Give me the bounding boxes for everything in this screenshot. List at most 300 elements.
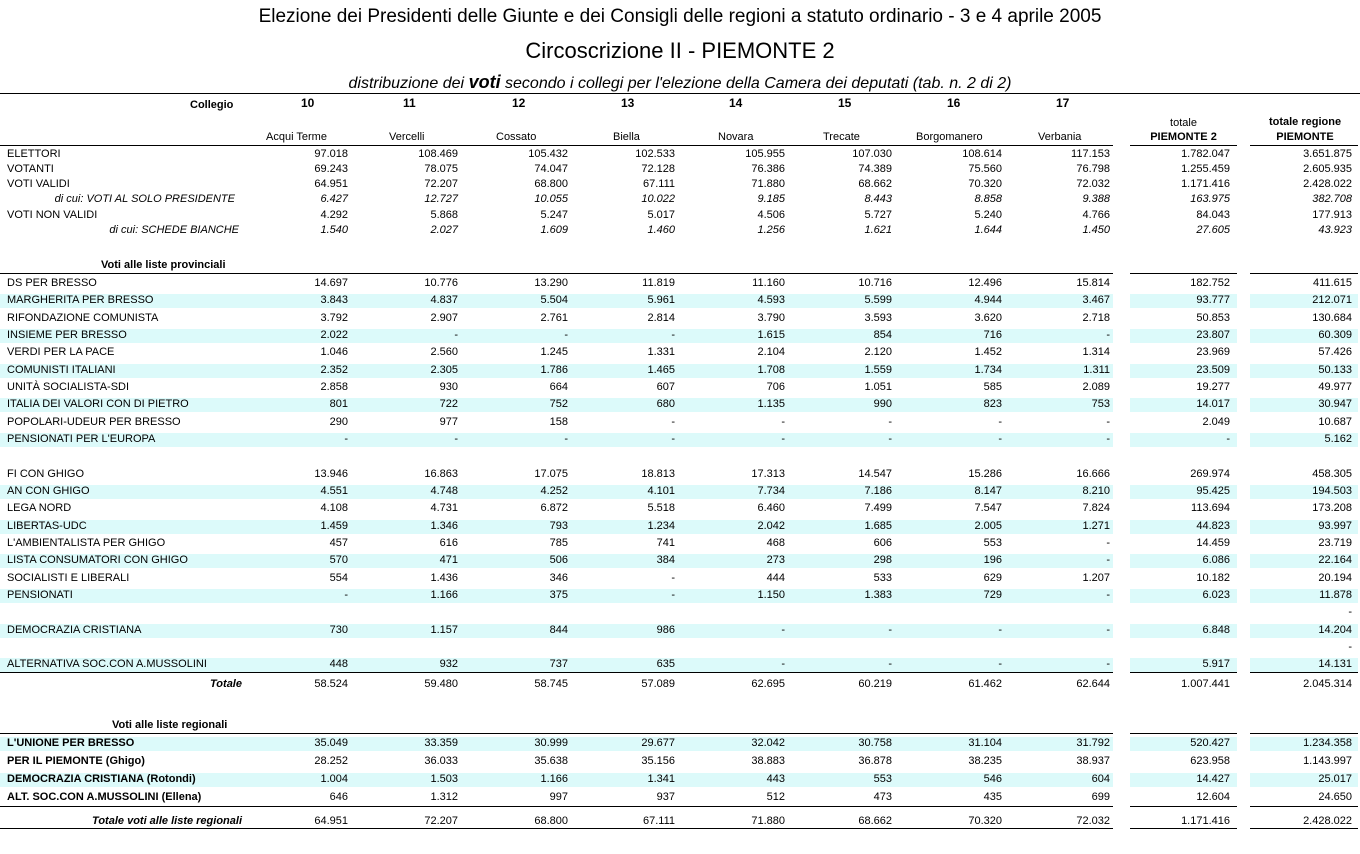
table-cell: 7.547 — [974, 502, 1002, 514]
section-title-regional: Voti alle liste regionali — [112, 719, 228, 731]
table-cell: 646 — [329, 791, 348, 803]
collegio-name: Acqui Terme — [266, 131, 327, 143]
collegio-number: 15 — [838, 96, 852, 110]
table-cell: - — [1106, 624, 1110, 636]
table-cell: 554 — [329, 572, 348, 584]
row-label: PER IL PIEMONTE (Ghigo) — [7, 755, 145, 767]
table-cell: 14.017 — [1196, 398, 1230, 410]
table-cell: 5.727 — [864, 209, 892, 221]
table-cell: 6.872 — [540, 502, 568, 514]
divider — [0, 806, 1113, 807]
row-label: VOTI VALIDI — [7, 178, 70, 190]
table-cell: 23.969 — [1196, 346, 1230, 358]
table-cell: 741 — [656, 537, 675, 549]
table-cell: 986 — [656, 624, 675, 636]
table-cell: 997 — [549, 791, 568, 803]
table-cell: 108.469 — [418, 148, 458, 160]
table-cell: 10.716 — [858, 277, 892, 289]
table-cell: 1.734 — [974, 364, 1002, 376]
table-cell: 32.042 — [751, 737, 785, 749]
divider — [1130, 806, 1237, 807]
table-cell: 4.766 — [1082, 209, 1110, 221]
table-cell: 117.153 — [1071, 148, 1110, 160]
divider — [0, 273, 1113, 274]
table-cell: 1.459 — [320, 520, 348, 532]
table-cell: 269.974 — [1190, 468, 1230, 480]
region-header-line1: totale regione — [1268, 116, 1342, 128]
table-cell: 64.951 — [314, 815, 348, 827]
table-cell: 130.684 — [1312, 312, 1352, 324]
collegio-name: Novara — [718, 131, 754, 143]
table-cell: 23.807 — [1196, 329, 1230, 341]
divider — [1250, 672, 1358, 673]
table-cell: 97.018 — [314, 148, 348, 160]
table-cell: 1.452 — [974, 346, 1002, 358]
table-cell: 2.005 — [974, 520, 1002, 532]
table-cell: 664 — [549, 381, 568, 393]
table-cell: 67.111 — [642, 815, 675, 827]
table-cell: 606 — [873, 537, 892, 549]
row-label: AN CON GHIGO — [7, 485, 90, 497]
table-cell: - — [1106, 658, 1110, 670]
table-cell: 12.604 — [1196, 791, 1230, 803]
table-cell: 70.320 — [968, 178, 1002, 190]
table-cell: 194.503 — [1312, 485, 1352, 497]
table-cell: 411.615 — [1313, 277, 1352, 289]
table-cell: 2.560 — [430, 346, 458, 358]
table-cell: 1.312 — [430, 791, 458, 803]
table-cell: 1.166 — [430, 589, 458, 601]
caption-part-a: distribuzione dei — [348, 75, 469, 92]
table-cell: 384 — [656, 554, 675, 566]
table-cell: 2.428.022 — [1303, 815, 1352, 827]
table-cell: - — [671, 433, 675, 445]
table-cell: 1.346 — [430, 520, 458, 532]
table-cell: 74.047 — [534, 163, 568, 175]
table-cell: 1.051 — [864, 381, 892, 393]
table-cell: 23.509 — [1196, 364, 1230, 376]
table-cell: 435 — [983, 791, 1002, 803]
divider — [1130, 733, 1237, 734]
table-cell: 18.813 — [641, 468, 675, 480]
table-cell: 2.305 — [430, 364, 458, 376]
table-cell: 604 — [1091, 773, 1110, 785]
table-cell: 68.662 — [858, 815, 892, 827]
table-cell: - — [1106, 433, 1110, 445]
table-cell: 72.207 — [424, 815, 458, 827]
divider — [1250, 273, 1358, 274]
table-cell: 24.650 — [1318, 791, 1352, 803]
table-cell: 937 — [656, 791, 675, 803]
collegio-name: Borgomanero — [916, 131, 983, 143]
table-cell: 1.615 — [757, 329, 785, 341]
divider — [1250, 733, 1358, 734]
table-cell: 3.467 — [1082, 294, 1110, 306]
table-cell: 35.156 — [641, 755, 675, 767]
table-cell: 15.286 — [968, 468, 1002, 480]
table-cell: 1.143.997 — [1303, 755, 1352, 767]
table-cell: 16.666 — [1076, 468, 1110, 480]
table-cell: 8.443 — [864, 193, 892, 205]
row-label: FI CON GHIGO — [7, 468, 84, 480]
table-cell: 1.331 — [647, 346, 675, 358]
divider — [1130, 273, 1237, 274]
table-cell: 7.499 — [864, 502, 892, 514]
table-cell: 12.496 — [968, 277, 1002, 289]
table-cell: 10.776 — [424, 277, 458, 289]
collegio-label: Collegio — [190, 99, 234, 111]
table-cell: 729 — [983, 589, 1002, 601]
table-cell: 506 — [549, 554, 568, 566]
table-cell: 635 — [656, 658, 675, 670]
table-cell: 5.599 — [864, 294, 892, 306]
table-cell: 1.234 — [647, 520, 675, 532]
table-cell: - — [344, 589, 348, 601]
collegio-number: 14 — [729, 96, 743, 110]
table-cell: 68.662 — [858, 178, 892, 190]
table-cell: 158 — [549, 416, 568, 428]
table-cell: 457 — [329, 537, 348, 549]
table-cell: 102.533 — [635, 148, 675, 160]
row-label: VERDI PER LA PACE — [7, 346, 115, 358]
table-cell: - — [998, 433, 1002, 445]
collegio-name: Trecate — [823, 131, 860, 143]
table-cell: 298 — [873, 554, 892, 566]
table-cell: 737 — [549, 658, 568, 670]
table-cell: 13.290 — [534, 277, 568, 289]
table-cell: 3.593 — [864, 312, 892, 324]
table-cell: 1.007.441 — [1181, 678, 1230, 690]
table-cell: 1.046 — [320, 346, 348, 358]
divider — [0, 93, 1360, 94]
table-cell: 50.853 — [1196, 312, 1230, 324]
table-cell: 1.621 — [864, 224, 892, 236]
table-cell: 2.049 — [1202, 416, 1230, 428]
table-cell: 14.131 — [1318, 658, 1352, 670]
table-cell: 1.166 — [540, 773, 568, 785]
table-cell: 553 — [873, 773, 892, 785]
table-cell: 1.171.416 — [1181, 178, 1230, 190]
table-cell: - — [888, 416, 892, 428]
table-cell: 68.800 — [534, 815, 568, 827]
table-cell: 14.697 — [314, 277, 348, 289]
table-cell: 108.614 — [962, 148, 1002, 160]
table-cell: 823 — [983, 398, 1002, 410]
table-cell: 1.157 — [430, 624, 458, 636]
table-cell: 7.734 — [757, 485, 785, 497]
table-cell: 19.277 — [1196, 381, 1230, 393]
collegio-number: 10 — [301, 96, 315, 110]
row-label: VOTANTI — [7, 163, 54, 175]
dash-cell: - — [1348, 641, 1352, 653]
table-cell: 31.792 — [1076, 737, 1110, 749]
table-cell: 105.955 — [745, 148, 785, 160]
table-cell: 31.104 — [968, 737, 1002, 749]
table-cell: 107.030 — [852, 148, 892, 160]
table-cell: 25.017 — [1318, 773, 1352, 785]
region-header-line2: PIEMONTE — [1276, 131, 1334, 143]
table-cell: 844 — [549, 624, 568, 636]
table-cell: 196 — [983, 554, 1002, 566]
table-cell: - — [1106, 537, 1110, 549]
table-cell: 58.524 — [314, 678, 348, 690]
table-cell: 2.858 — [320, 381, 348, 393]
table-cell: 1.383 — [864, 589, 892, 601]
table-cell: 722 — [439, 398, 458, 410]
table-cell: 2.761 — [540, 312, 568, 324]
row-label: POPOLARI-UDEUR PER BRESSO — [7, 416, 181, 428]
table-cell: 20.194 — [1318, 572, 1352, 584]
caption-part-c: secondo i collegi per l'elezione della Camera dei deputati (tab. n. 2 di 2) — [500, 75, 1012, 92]
table-cell: 1.234.358 — [1303, 737, 1352, 749]
table-cell: 520.427 — [1190, 737, 1230, 749]
table-cell: - — [888, 433, 892, 445]
table-cell: - — [781, 658, 785, 670]
table-cell: 36.878 — [858, 755, 892, 767]
table-cell: 5.961 — [647, 294, 675, 306]
table-cell: 5.504 — [540, 294, 568, 306]
table-cell: 49.977 — [1318, 381, 1352, 393]
divider — [0, 733, 1113, 734]
table-cell: 553 — [983, 537, 1002, 549]
table-cell: 9.185 — [757, 193, 785, 205]
row-label: LEGA NORD — [7, 502, 72, 514]
table-cell: 93.777 — [1196, 294, 1230, 306]
table-cell: 1.786 — [540, 364, 568, 376]
table-cell: - — [564, 329, 568, 341]
table-cell: 273 — [766, 554, 785, 566]
row-label: di cui: VOTI AL SOLO PRESIDENTE — [54, 193, 235, 205]
table-cell: 7.186 — [864, 485, 892, 497]
row-label: DEMOCRAZIA CRISTIANA — [7, 624, 142, 636]
table-cell: 71.880 — [751, 178, 785, 190]
table-cell: 1.207 — [1082, 572, 1110, 584]
table-cell: 977 — [439, 416, 458, 428]
divider — [0, 672, 1113, 673]
table-cell: 95.425 — [1196, 485, 1230, 497]
row-label: DS PER BRESSO — [7, 277, 97, 289]
table-cell: 6.086 — [1202, 554, 1230, 566]
table-cell: 57.426 — [1318, 346, 1352, 358]
table-cell: 22.164 — [1318, 554, 1352, 566]
row-label: RIFONDAZIONE COMUNISTA — [7, 312, 159, 324]
table-cell: 12.727 — [424, 193, 458, 205]
table-cell: 67.111 — [642, 178, 675, 190]
table-cell: - — [344, 433, 348, 445]
table-cell: 14.427 — [1196, 773, 1230, 785]
row-label: UNITÀ SOCIALISTA-SDI — [7, 381, 130, 393]
table-cell: 30.999 — [534, 737, 568, 749]
table-cell: 4.551 — [320, 485, 348, 497]
row-label: DEMOCRAZIA CRISTIANA (Rotondi) — [7, 773, 196, 785]
row-label: ALT. SOC.CON A.MUSSOLINI (Ellena) — [7, 791, 202, 803]
table-cell: - — [998, 416, 1002, 428]
table-cell: 4.252 — [540, 485, 568, 497]
table-cell: 36.033 — [424, 755, 458, 767]
table-cell: 1.341 — [647, 773, 675, 785]
row-label: di cui: SCHEDE BIANCHE — [109, 224, 239, 236]
table-cell: 72.207 — [424, 178, 458, 190]
table-cell: 2.352 — [320, 364, 348, 376]
table-cell: 629 — [983, 572, 1002, 584]
table-cell: 4.837 — [430, 294, 458, 306]
collegio-name: Verbania — [1038, 131, 1082, 143]
row-label: Totale — [210, 678, 242, 690]
table-cell: 182.752 — [1190, 277, 1230, 289]
table-cell: 444 — [766, 572, 785, 584]
table-cell: 16.863 — [424, 468, 458, 480]
table-cell: 2.814 — [647, 312, 675, 324]
table-cell: 38.235 — [968, 755, 1002, 767]
table-cell: 8.147 — [974, 485, 1002, 497]
table-cell: 1.004 — [320, 773, 348, 785]
table-cell: 11.160 — [752, 277, 785, 289]
table-cell: 4.108 — [320, 502, 348, 514]
row-label: ITALIA DEI VALORI CON DI PIETRO — [7, 398, 189, 410]
row-label: MARGHERITA PER BRESSO — [7, 294, 154, 306]
table-cell: 1.171.416 — [1181, 815, 1230, 827]
divider — [1130, 672, 1237, 673]
divider — [1130, 145, 1237, 146]
table-cell: 28.252 — [314, 755, 348, 767]
table-cell: 1.450 — [1082, 224, 1110, 236]
table-cell: 752 — [549, 398, 568, 410]
table-cell: 17.313 — [751, 468, 785, 480]
table-cell: 14.459 — [1196, 537, 1230, 549]
table-cell: 35.049 — [314, 737, 348, 749]
table-cell: 1.609 — [540, 224, 568, 236]
table-cell: 6.023 — [1202, 589, 1230, 601]
page-subtitle: Circoscrizione II - PIEMONTE 2 — [525, 38, 835, 63]
table-cell: 3.620 — [974, 312, 1002, 324]
table-cell: 10.687 — [1318, 416, 1352, 428]
table-cell: 38.937 — [1076, 755, 1110, 767]
table-cell: 11.878 — [1319, 589, 1352, 601]
table-cell: 4.101 — [647, 485, 675, 497]
table-cell: - — [998, 624, 1002, 636]
table-cell: 801 — [329, 398, 348, 410]
table-cell: - — [1106, 554, 1110, 566]
row-label: ELETTORI — [7, 148, 61, 160]
table-cell: 1.559 — [864, 364, 892, 376]
table-cell: - — [671, 572, 675, 584]
table-cell: 290 — [329, 416, 348, 428]
table-cell: 443 — [766, 773, 785, 785]
table-cell: 62.644 — [1076, 678, 1110, 690]
table-cell: 793 — [549, 520, 568, 532]
collegio-number: 16 — [947, 96, 961, 110]
table-cell: 533 — [873, 572, 892, 584]
table-cell: 932 — [439, 658, 458, 670]
collegio-number: 13 — [621, 96, 635, 110]
table-cell: 2.045.314 — [1303, 678, 1352, 690]
table-cell: 5.017 — [647, 209, 675, 221]
table-cell: 61.462 — [968, 678, 1002, 690]
table-cell: 753 — [1091, 398, 1110, 410]
table-cell: 785 — [549, 537, 568, 549]
table-cell: 346 — [549, 572, 568, 584]
table-cell: 74.389 — [858, 163, 892, 175]
table-cell: 5.162 — [1324, 433, 1352, 445]
table-cell: 546 — [983, 773, 1002, 785]
table-cell: 1.644 — [974, 224, 1002, 236]
table-cell: 8.858 — [974, 193, 1002, 205]
table-cell: 699 — [1091, 791, 1110, 803]
table-cell: 3.790 — [757, 312, 785, 324]
table-cell: 76.386 — [751, 163, 785, 175]
table-cell: 448 — [329, 658, 348, 670]
table-cell: 30.947 — [1318, 398, 1352, 410]
table-cell: - — [998, 658, 1002, 670]
table-cell: 5.868 — [430, 209, 458, 221]
table-cell: 10.182 — [1196, 572, 1230, 584]
table-cell: 173.208 — [1312, 502, 1352, 514]
row-label: ALTERNATIVA SOC.CON A.MUSSOLINI — [7, 658, 207, 670]
table-cell: 58.745 — [534, 678, 568, 690]
row-label: COMUNISTI ITALIANI — [7, 364, 116, 376]
collegio-number: 11 — [403, 96, 416, 110]
divider — [1250, 806, 1358, 807]
table-cell: 68.800 — [534, 178, 568, 190]
dash-cell: - — [1348, 606, 1352, 618]
row-label: L'UNIONE PER BRESSO — [7, 737, 135, 749]
table-cell: - — [1226, 433, 1230, 445]
table-cell: 1.311 — [1083, 364, 1110, 376]
table-cell: 930 — [439, 381, 458, 393]
table-cell: 163.975 — [1190, 193, 1230, 205]
table-cell: 854 — [873, 329, 892, 341]
table-cell: 2.022 — [320, 329, 348, 341]
divider — [1250, 828, 1358, 829]
table-cell: 59.480 — [424, 678, 458, 690]
table-cell: 4.506 — [757, 209, 785, 221]
table-cell: 2.089 — [1082, 381, 1110, 393]
table-cell: 1.436 — [430, 572, 458, 584]
table-cell: 9.388 — [1082, 193, 1110, 205]
table-cell: 1.150 — [757, 589, 785, 601]
table-cell: 1.135 — [757, 398, 785, 410]
table-cell: 84.043 — [1196, 209, 1230, 221]
table-cell: 27.605 — [1196, 224, 1230, 236]
table-cell: 2.120 — [864, 346, 892, 358]
table-cell: - — [781, 624, 785, 636]
total-header-line2: PIEMONTE 2 — [1150, 131, 1217, 143]
table-cell: 468 — [766, 537, 785, 549]
table-cell: 1.465 — [647, 364, 675, 376]
table-cell: 6.427 — [320, 193, 348, 205]
table-cell: 375 — [549, 589, 568, 601]
table-cell: 69.243 — [314, 163, 348, 175]
table-cell: 4.944 — [974, 294, 1002, 306]
table-cell: - — [1106, 416, 1110, 428]
collegio-name: Vercelli — [389, 131, 425, 143]
table-cell: 1.708 — [757, 364, 785, 376]
table-cell: - — [888, 624, 892, 636]
table-caption — [0, 72, 1360, 93]
table-cell: 1.460 — [647, 224, 675, 236]
table-cell: 50.133 — [1318, 364, 1352, 376]
table-cell: 5.518 — [647, 502, 675, 514]
table-cell: 105.432 — [528, 148, 568, 160]
table-cell: 706 — [766, 381, 785, 393]
collegio-name: Cossato — [496, 131, 537, 143]
divider — [1250, 145, 1358, 146]
table-cell: 6.460 — [757, 502, 785, 514]
row-label: SOCIALISTI E LIBERALI — [7, 572, 130, 584]
page-title: Elezione dei Presidenti delle Giunte e dei Consigli delle regioni a statuto ordinario - 3 e 4 aprile 2005 — [258, 6, 1102, 27]
table-cell: 680 — [656, 398, 675, 410]
row-label: Totale voti alle liste regionali — [92, 815, 242, 827]
